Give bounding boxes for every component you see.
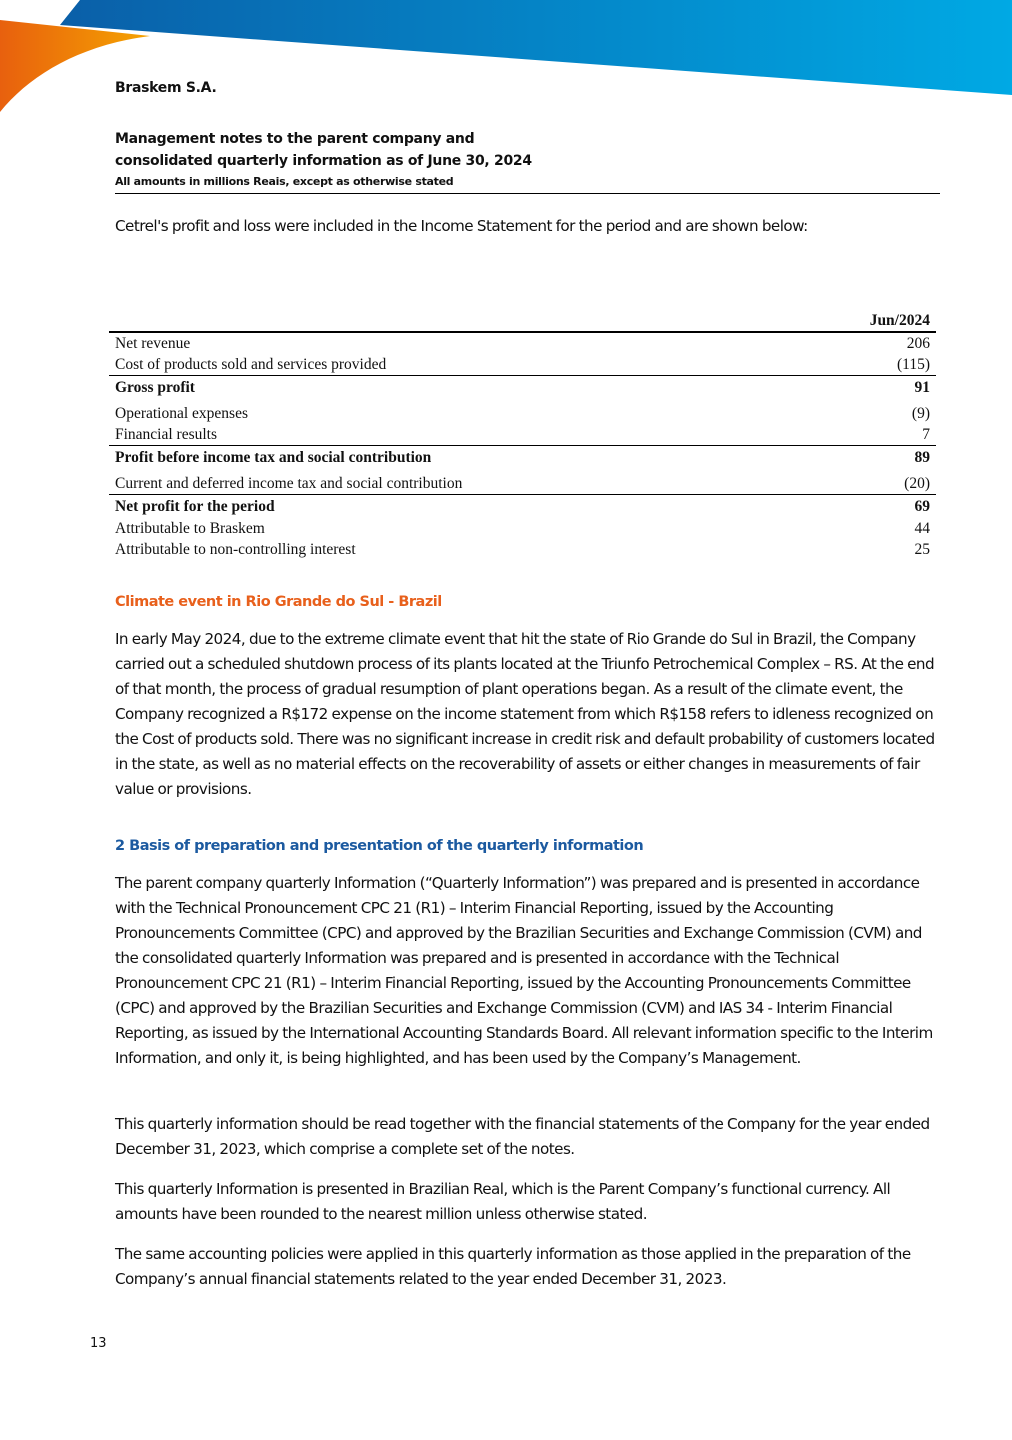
row-value: (115) [897, 356, 930, 373]
row-value: 206 [906, 335, 930, 352]
climate-paragraph: In early May 2024, due to the extreme climate event that hit the state of Rio Grande do Sul in Brazil, the Company carried out a scheduled shutdown process of its plants located at the Triunfo Petrochemical Complex – RS. At the end of that month, the process of gradual resumption of plant operations began. As a result of the climate event, the Company recognized a R$172 expense on the income statement from which R$158 refers to idleness recognized on the Cost of products sold. There was no significant increase in credit risk and default probability of customers located in the state, as well as no material effects on the recoverability of assets or either changes in measurements of fair value or provisions. [115, 630, 935, 798]
row-label: Current and deferred income tax and social contribution [115, 475, 463, 492]
row-label: Attributable to Braskem [115, 520, 265, 537]
table-row-subtotal [109, 446, 936, 469]
document-title-line1: Management notes to the parent company and [115, 131, 475, 147]
basis-paragraph-1: The parent company quarterly Information (“Quarterly Information”) was prepared and is presented in accordance with the Technical Pronouncement CPC 21 (R1) – Interim Financial Reporting, issued by the Accounting Pronouncements Committee (CPC) and approved by the Brazilian Securities and Exchange Commission (CVM) and the consolidated quarterly Information was prepared and is presented in accordance with the Technical Pronouncement CPC 21 (R1) – Interim Financial Reporting, issued by the Accounting Pronouncements Committee (CPC) and approved by the Brazilian Securities and Exchange Commission (CVM) and IAS 34 - Interim Financial Reporting, as issued by the International Accounting Standards Board. All relevant information specific to the Interim Information, and only it, is being highlighted, and has been used by the Company’s Management. [115, 874, 933, 1067]
basis-paragraph-2: This quarterly information should be read together with the financial statements of the Company for the year ended December 31, 2023, which comprise a complete set of the notes. [115, 1115, 930, 1158]
row-value: 7 [922, 426, 930, 443]
climate-section-title: Climate event in Rio Grande do Sul - Brazil [115, 594, 442, 610]
page-number: 13 [90, 1336, 107, 1351]
row-value: 69 [914, 498, 930, 515]
table-row-total [109, 495, 936, 518]
header-divider [115, 193, 940, 194]
table-row [109, 354, 936, 376]
row-label: Attributable to non-controlling interest [115, 541, 356, 558]
header-banner-graphic [0, 0, 1012, 120]
table-header-row [109, 311, 936, 333]
table-row [109, 473, 936, 495]
basis-section-title: 2 Basis of preparation and presentation of the quarterly information [115, 838, 644, 854]
document-subtitle: All amounts in millions Reais, except as otherwise stated [115, 175, 454, 188]
row-label: Net profit for the period [115, 498, 275, 515]
row-value: 44 [914, 520, 930, 537]
row-value: (20) [904, 475, 930, 492]
row-label: Gross profit [115, 379, 195, 396]
column-header: Jun/2024 [869, 312, 930, 329]
orange-swoosh [0, 20, 150, 112]
table-row-subtotal [109, 376, 936, 399]
row-label: Profit before income tax and social contribution [115, 449, 432, 466]
row-value: 91 [914, 379, 930, 396]
row-value: 25 [914, 541, 930, 558]
row-value: (9) [911, 405, 930, 422]
row-label: Financial results [115, 426, 218, 443]
row-label: Net revenue [115, 335, 191, 352]
cetrel-income-table [109, 311, 936, 560]
table-row [109, 333, 936, 354]
basis-paragraph-4: The same accounting policies were applied in this quarterly information as those applied in the preparation of the Company’s annual financial statements related to the year ended December 31, 2023. [115, 1245, 911, 1288]
document-title-line2: consolidated quarterly information as of June 30, 2024 [115, 153, 532, 169]
intro-paragraph: Cetrel's profit and loss were included in the Income Statement for the period and are shown below: [115, 217, 808, 235]
company-name: Braskem S.A. [115, 80, 217, 96]
row-value: 89 [914, 449, 930, 466]
basis-paragraph-3: This quarterly Information is presented in Brazilian Real, which is the Parent Company’s functional currency. All amounts have been rounded to the nearest million unless otherwise stated. [115, 1180, 891, 1223]
row-label: Cost of products sold and services provided [115, 356, 387, 373]
row-label: Operational expenses [115, 405, 248, 422]
table-row [109, 403, 936, 424]
table-row [109, 424, 936, 446]
table-row [109, 539, 936, 560]
table-row [109, 518, 936, 539]
